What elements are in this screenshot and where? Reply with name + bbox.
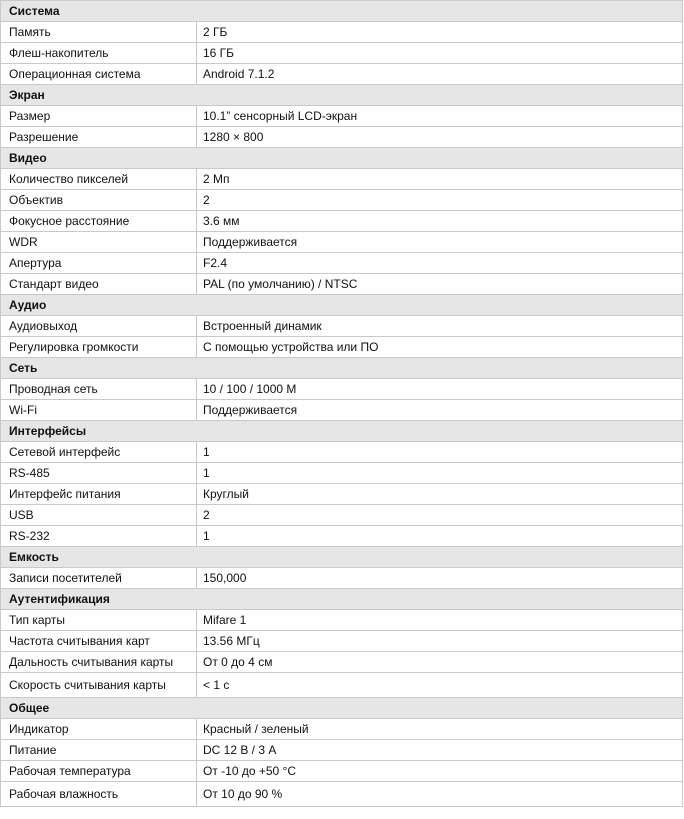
spec-value: 2 [197,505,683,525]
spec-name: Скорость считывания карты [0,673,197,697]
spec-value: 16 ГБ [197,43,683,63]
spec-value: Встроенный динамик [197,316,683,336]
spec-row [0,316,683,337]
spec-row [0,719,683,740]
spec-row [0,484,683,505]
spec-name: Рабочая температура [0,761,197,781]
spec-name: Стандарт видео [0,274,197,294]
spec-name: Разрешение [0,127,197,147]
spec-value: 1 [197,463,683,483]
spec-row [0,610,683,631]
spec-row [0,211,683,232]
spec-value: 150,000 [197,568,683,588]
spec-value: 13.56 МГц [197,631,683,651]
spec-value: Красный / зеленый [197,719,683,739]
spec-row [0,106,683,127]
spec-row [0,442,683,463]
spec-name: Интерфейс питания [0,484,197,504]
spec-row [0,652,683,673]
section-header: Емкость [0,547,683,568]
spec-value: От 0 до 4 см [197,652,683,672]
section-header: Аудио [0,295,683,316]
spec-value: PAL (по умолчанию) / NTSC [197,274,683,294]
spec-name: Рабочая влажность [0,782,197,806]
spec-name: Дальность считывания карты [0,652,197,672]
spec-value: Поддерживается [197,232,683,252]
spec-name: Количество пикселей [0,169,197,189]
spec-value: 2 ГБ [197,22,683,42]
spec-name: Питание [0,740,197,760]
spec-value: 3.6 мм [197,211,683,231]
spec-row [0,463,683,484]
spec-name: Память [0,22,197,42]
spec-name: Операционная система [0,64,197,84]
spec-value: 1 [197,526,683,546]
section-header: Интерфейсы [0,421,683,442]
section-header: Общее [0,698,683,719]
spec-row [0,782,683,807]
spec-value: 10 / 100 / 1000 М [197,379,683,399]
spec-name: Тип карты [0,610,197,630]
spec-row [0,64,683,85]
section-header: Видео [0,148,683,169]
spec-row [0,232,683,253]
spec-row [0,169,683,190]
spec-name: Wi-Fi [0,400,197,420]
section-header: Аутентификация [0,589,683,610]
spec-row [0,274,683,295]
spec-value: Круглый [197,484,683,504]
spec-row [0,379,683,400]
spec-row [0,505,683,526]
spec-row [0,43,683,64]
spec-name: Аудиовыход [0,316,197,336]
spec-row [0,740,683,761]
spec-name: Индикатор [0,719,197,739]
spec-row [0,190,683,211]
spec-name: Частота считывания карт [0,631,197,651]
spec-value: F2.4 [197,253,683,273]
section-header: Система [0,1,683,22]
spec-name: Сетевой интерфейс [0,442,197,462]
spec-row [0,127,683,148]
spec-value: 10.1” сенсорный LCD-экран [197,106,683,126]
spec-value: От 10 до 90 % [197,782,683,806]
spec-name: Флеш-накопитель [0,43,197,63]
spec-name: Фокусное расстояние [0,211,197,231]
spec-value: Mifare 1 [197,610,683,630]
spec-name: RS-232 [0,526,197,546]
spec-name: Объектив [0,190,197,210]
spec-value: С помощью устройства или ПО [197,337,683,357]
spec-value: 2 [197,190,683,210]
spec-row [0,568,683,589]
spec-value: 1 [197,442,683,462]
spec-row [0,673,683,698]
spec-name: RS-485 [0,463,197,483]
spec-name: Регулировка громкости [0,337,197,357]
spec-name: Апертура [0,253,197,273]
spec-name: Размер [0,106,197,126]
spec-name: Записи посетителей [0,568,197,588]
spec-name: USB [0,505,197,525]
spec-row [0,631,683,652]
spec-name: WDR [0,232,197,252]
spec-row [0,253,683,274]
spec-row [0,337,683,358]
spec-row [0,526,683,547]
spec-row [0,22,683,43]
section-header: Экран [0,85,683,106]
spec-value: < 1 с [197,673,683,697]
spec-row [0,400,683,421]
spec-value: DC 12 В / 3 А [197,740,683,760]
spec-value: Android 7.1.2 [197,64,683,84]
spec-value: Поддерживается [197,400,683,420]
spec-value: От -10 до +50 °C [197,761,683,781]
spec-name: Проводная сеть [0,379,197,399]
spec-value: 1280 × 800 [197,127,683,147]
section-header: Сеть [0,358,683,379]
spec-value: 2 Мп [197,169,683,189]
spec-row [0,761,683,782]
